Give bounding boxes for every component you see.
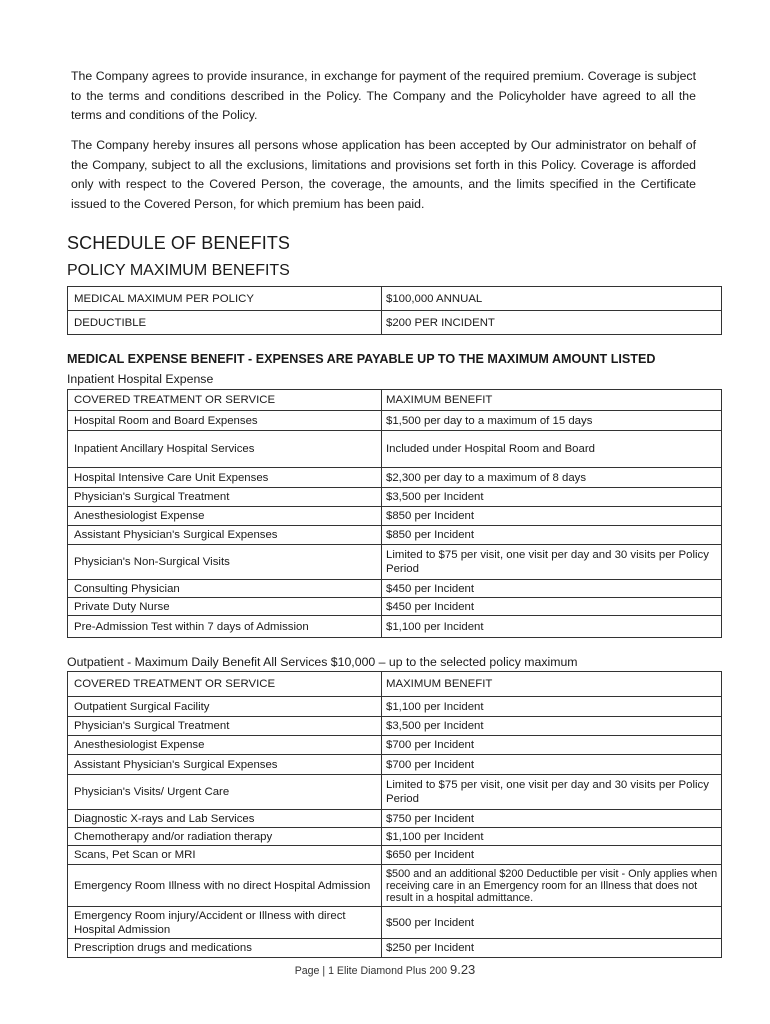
service-cell: Physician's Visits/ Urgent Care [68,775,382,810]
benefit-cell: $700 per Incident [382,755,722,775]
table-row [68,311,722,335]
benefit-cell: $100,000 ANNUAL [382,287,722,311]
table-row [68,488,722,507]
table-row [68,939,722,958]
benefit-cell: $450 per Incident [382,580,722,598]
service-cell: Scans, Pet Scan or MRI [68,846,382,865]
service-cell: Pre-Admission Test within 7 days of Admission [68,616,382,638]
service-cell: MEDICAL MAXIMUM PER POLICY [68,287,382,311]
benefit-cell: $850 per Incident [382,507,722,526]
service-cell: Inpatient Ancillary Hospital Services [68,431,382,468]
table-row [68,717,722,736]
outpatient-table [67,671,722,958]
table-row [68,431,722,468]
footer-text: Page | 1 Elite Diamond Plus 200 [294,965,448,977]
benefit-cell: $850 per Incident [382,526,722,545]
table-row [68,545,722,580]
column-header-service: COVERED TREATMENT OR SERVICE [68,672,382,697]
table-row [68,468,722,488]
table-row [68,580,722,598]
service-cell: Anesthesiologist Expense [68,736,382,755]
table-row [68,598,722,616]
service-cell: Emergency Room injury/Accident or Illness with direct Hospital Admission [68,907,382,939]
inpatient-table [67,389,722,638]
service-cell: Physician's Non-Surgical Visits [68,545,382,580]
table-row [68,828,722,846]
intro-paragraph-2: The Company hereby insures all persons whose application has been accepted by Our administrator on behalf of the Company, subject to all the exclusions, limitations and provisions set forth in this Policy. Coverage is afforded only with respect to the Covered Person, the coverage, the amounts, and the limits specified in the Certificate issued to the Covered Person, for which premium has been paid. [71,138,696,211]
benefit-cell: Limited to $75 per visit, one visit per day and 30 visits per Policy Period [382,545,722,580]
benefit-cell: $3,500 per Incident [382,488,722,507]
service-cell: Anesthesiologist Expense [68,507,382,526]
table-row [68,616,722,638]
service-cell: Physician's Surgical Treatment [68,488,382,507]
service-cell: Private Duty Nurse [68,598,382,616]
service-cell: DEDUCTIBLE [68,311,382,335]
service-cell: Hospital Intensive Care Unit Expenses [68,468,382,488]
benefit-cell: $700 per Incident [382,736,722,755]
policy-max-table [67,286,722,335]
table-row [68,411,722,431]
service-cell: Hospital Room and Board Expenses [68,411,382,431]
service-cell: Emergency Room Illness with no direct Hospital Admission [68,865,382,907]
column-header-service: COVERED TREATMENT OR SERVICE [68,390,382,411]
benefit-cell: $1,100 per Incident [382,697,722,717]
benefit-cell: Included under Hospital Room and Board [382,431,722,468]
medical-expense-title: MEDICAL EXPENSE BENEFIT - EXPENSES ARE PAYABLE UP TO THE MAXIMUM AMOUNT LISTED [67,352,656,366]
inpatient-subtitle: Inpatient Hospital Expense [67,372,214,386]
benefit-cell: Limited to $75 per visit, one visit per day and 30 visits per Policy Period [382,775,722,810]
outpatient-subtitle: Outpatient - Maximum Daily Benefit All Services $10,000 – up to the selected policy maximum [67,655,578,669]
intro-paragraph-1: The Company agrees to provide insurance, in exchange for payment of the required premium. Coverage is subject to the terms and conditions described in the Policy. The Company and the Policyholder have agreed to all the terms and conditions of the Policy. [71,69,696,123]
table-row [68,846,722,865]
footer-version: 9.23 [449,962,476,977]
service-cell: Consulting Physician [68,580,382,598]
table-row [68,526,722,545]
table-row [68,775,722,810]
benefit-cell: $250 per Incident [382,939,722,958]
service-cell: Physician's Surgical Treatment [68,717,382,736]
table-row [68,507,722,526]
table-row [68,736,722,755]
benefit-cell: $2,300 per day to a maximum of 8 days [382,468,722,488]
benefit-cell: $1,100 per Incident [382,616,722,638]
table-header-row [68,390,722,411]
service-cell: Prescription drugs and medications [68,939,382,958]
table-row [68,287,722,311]
benefit-cell: $3,500 per Incident [382,717,722,736]
service-cell: Assistant Physician's Surgical Expenses [68,526,382,545]
table-row [68,810,722,828]
schedule-title: SCHEDULE OF BENEFITS [67,233,291,253]
table-row [68,865,722,907]
benefit-cell: $650 per Incident [382,846,722,865]
service-cell: Assistant Physician's Surgical Expenses [68,755,382,775]
table-header-row [68,672,722,697]
benefit-cell: $1,500 per day to a maximum of 15 days [382,411,722,431]
table-row [68,697,722,717]
service-cell: Diagnostic X-rays and Lab Services [68,810,382,828]
benefit-cell: $500 per Incident [382,907,722,939]
column-header-benefit: MAXIMUM BENEFIT [382,390,722,411]
policy-max-title: POLICY MAXIMUM BENEFITS [67,262,290,279]
benefit-cell: $500 and an additional $200 Deductible per visit - Only applies when receiving care in an Emergency room for an Illness that does not result in a hospital admittance. [382,865,722,907]
benefit-cell: $450 per Incident [382,598,722,616]
column-header-benefit: MAXIMUM BENEFIT [382,672,722,697]
page-footer [0,962,770,977]
table-row [68,755,722,775]
service-cell: Outpatient Surgical Facility [68,697,382,717]
table-row [68,907,722,939]
benefit-cell: $200 PER INCIDENT [382,311,722,335]
service-cell: Chemotherapy and/or radiation therapy [68,828,382,846]
benefit-cell: $750 per Incident [382,810,722,828]
benefit-cell: $1,100 per Incident [382,828,722,846]
